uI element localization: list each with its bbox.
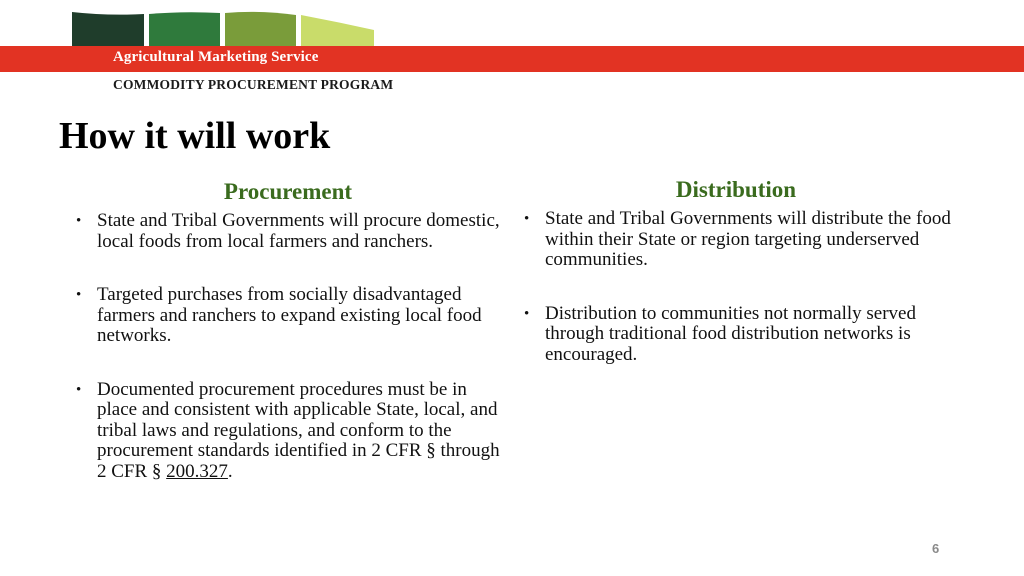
list-item bbox=[74, 285, 504, 347]
list-item bbox=[74, 211, 504, 252]
logo-tab-2 bbox=[149, 12, 220, 46]
distribution-column bbox=[522, 176, 952, 365]
page-number: 6 bbox=[932, 541, 940, 556]
list-item bbox=[522, 209, 952, 271]
bullet-dot: • bbox=[76, 287, 82, 303]
bullet-text: Documented procurement procedures must be in place and consistent with applicable State, local, and tribal laws and regulations, and conform to the procurement standards identified in 2 CFR § through 2 CFR § bbox=[97, 378, 500, 482]
bullet-end: . bbox=[227, 460, 233, 482]
bullet-text: Distribution to communities not normally served through traditional food distribution networks is encouraged. bbox=[545, 302, 916, 365]
agency-name: Agricultural Marketing Service bbox=[113, 49, 319, 65]
bullet-dot: • bbox=[76, 381, 82, 398]
procurement-heading: Procurement bbox=[223, 179, 353, 204]
list-item bbox=[522, 304, 952, 366]
ams-logo bbox=[72, 10, 374, 46]
bullet-text: Targeted purchases from socially disadvantaged farmers and ranchers to expand existing local food networks. bbox=[97, 284, 482, 346]
logo-tab-3 bbox=[225, 12, 296, 46]
logo-tab-4 bbox=[301, 15, 374, 46]
bullet-text: State and Tribal Governments will distribute the food within their State or region targeting underserved communities. bbox=[545, 208, 951, 270]
cfr-link[interactable]: 200.327 bbox=[166, 460, 228, 482]
procurement-column bbox=[74, 178, 504, 482]
list-item bbox=[74, 380, 504, 483]
bullet-dot: • bbox=[524, 305, 530, 322]
distribution-heading: Distribution bbox=[675, 177, 797, 202]
distribution-list bbox=[522, 209, 952, 365]
procurement-list bbox=[74, 211, 504, 482]
bullet-text: State and Tribal Governments will procure domestic, local foods from local farmers and ranchers. bbox=[97, 210, 500, 252]
bullet-dot: • bbox=[76, 213, 82, 229]
slide-title: How it will work bbox=[59, 115, 331, 157]
program-name: COMMODITY PROCUREMENT PROGRAM bbox=[113, 77, 394, 92]
bullet-dot: • bbox=[524, 211, 530, 227]
logo-tab-1 bbox=[72, 12, 144, 46]
